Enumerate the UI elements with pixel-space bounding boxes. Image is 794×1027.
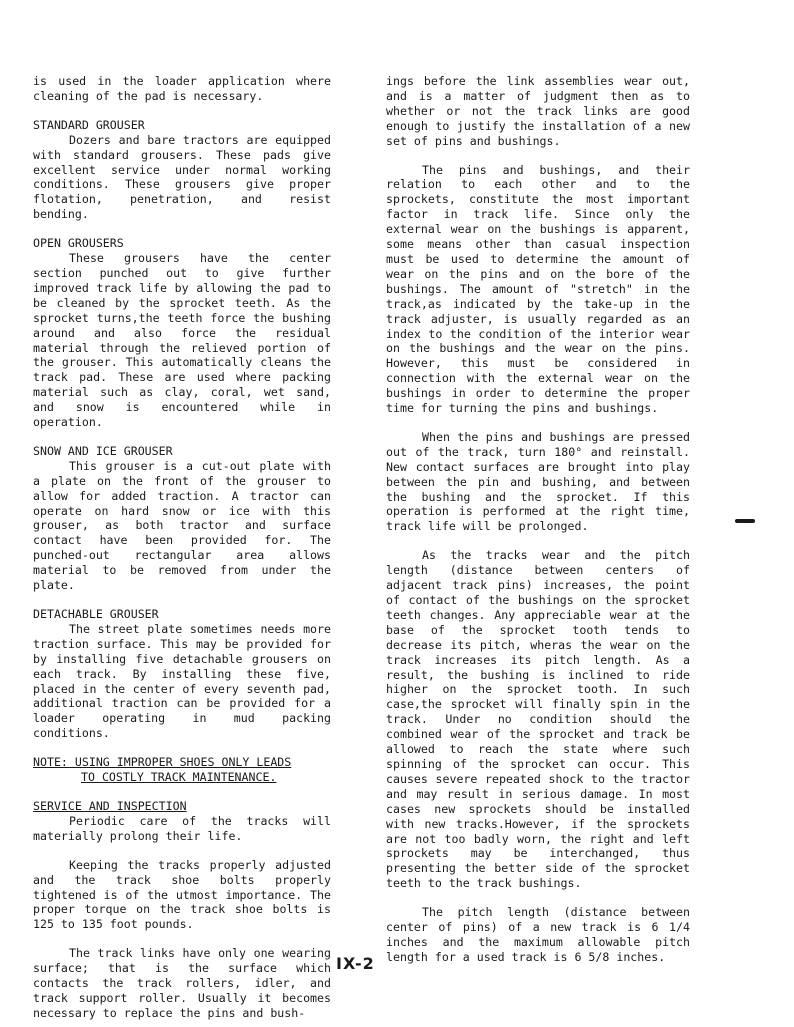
heading-detachable-grouser: DETACHABLE GROUSER (33, 607, 159, 621)
paragraph-open-grousers: These grousers have the center section punched out to give further improved track life by allowing the pad to be cleaned by the sprocket teeth. As the sprocket turns,the teeth force the bushing around and also force the residual material through the relieved portion of the grouser. This automatically cleans the track pad. These are used where packing material such as clay, coral, wet sand, and snow is encountered while in operation. (33, 251, 331, 430)
paragraph-service-inspection: Periodic care of the tracks will materially prolong their life. (33, 813, 331, 843)
section-detachable-grouser (33, 607, 331, 741)
paragraph-snow-ice-grouser: This grouser is a cut-out plate with a plate on the front of the grouser to allow for added traction. A tractor can operate on hard snow or ice with this grouser, as both tractor and surface contact have been provided for. The punched-out rectangular area allows material to be removed from under the plate. (33, 458, 331, 593)
paragraph-track-adjustment: Keeping the tracks properly adjusted and the track shoe bolts properly tightened is of the utmost importance. The proper torque on the track shoe bolts is 125 to 135 foot pounds. (33, 857, 331, 932)
paragraph-loader-application: is used in the loader application where cleaning of the pad is necessary. (33, 74, 331, 103)
paragraph-pitch-length: The pitch length (distance between center of pins) of a new track is 6 1/4 inches and the maximum allowable pitch length for a used track is 6 5/8 inches. (386, 905, 690, 964)
margin-dash-mark (735, 519, 755, 523)
right-column (386, 74, 690, 965)
paragraph-standard-grouser: Dozers and bare tractors are equipped with standard grousers. These pads give excellent service under normal working conditions. These grousers give proper flotation, penetration, and resist bending. (33, 132, 331, 222)
heading-standard-grouser: STANDARD GROUSER (33, 117, 145, 132)
note-line-2: TO COSTLY TRACK MAINTENANCE. (81, 770, 277, 785)
heading-snow-ice-grouser: SNOW AND ICE GROUSER (33, 443, 173, 458)
left-column (33, 74, 331, 1021)
paragraph-link-assemblies: ings before the link assemblies wear out, and is a matter of judgment then as to whether or not the track links are good enough to justify the installation of a new set of pins and bushings. (386, 74, 690, 148)
heading-open-grousers: OPEN GROUSERS (33, 236, 124, 251)
paragraph-pressed-out: When the pins and bushings are pressed out of the track, turn 180° and reinstall. New contact surfaces are brought into play between the pin and bushing, and between the bushing and the sprocket. If this operation is performed at the right time, track life will be prolonged. (386, 429, 690, 534)
section-standard-grouser (33, 118, 331, 222)
section-snow-ice-grouser (33, 444, 331, 593)
paragraph-detachable-grouser: The street plate sometimes needs more traction surface. This may be provided for by installing five detachable grousers on each track. By installing these five, placed in the center of every seventh pad, additional traction can be provided for a loader operating in mud packing conditions. (33, 621, 331, 741)
paragraph-track-links: The track links have only one wearing surface; that is the surface which contacts the track rollers, idler, and track support roller. Usually it becomes necessary to replace the pins and bush- (33, 946, 331, 1020)
paragraph-pins-bushings: The pins and bushings, and their relation to each other and to the sprockets, constitute the most important factor in track life. Since only the external wear on the bushings is apparent, some means other than casual inspection must be used to determine the amount of wear on the pins and on the bore of the bushings. The amount of "stretch" in the track,as indicated by the take-up in the track adjuster, is usually regarded as an index to the condition of the interior wear on the bushings and the wear on the pins. However, this must be considered in connection with the external wear on the bushings in order to determine the proper time for turning the pins and bushings. (386, 162, 690, 416)
paragraph-pitch-wear: As the tracks wear and the pitch length (distance between centers of adjacent track pins) increases, the point of contact of the bushings on the sprocket teeth changes. Any appreciable wear at the base of the sprocket tooth tends to decrease its pitch, wheras the wear on the track increases its pitch length. As a result, the bushing is inclined to ride higher on the sprocket tooth. In such case,the sprocket will finally spin in the track. Under no condition should the combined wear of the sprocket and track be allowed to reach the state where such spinning of the sprocket can occur. This causes severe repeated shock to the tractor and may result in serious damage. In most cases new sprockets should be installed with new tracks.However, if the sprockets are not too badly worn, the right and left sprockets may be interchanged, thus presenting the better side of the sprocket teeth to the track bushings. (386, 548, 690, 891)
note-line-1: NOTE: USING IMPROPER SHOES ONLY LEADS (33, 755, 292, 770)
note-improper-shoes (33, 755, 331, 785)
section-open-grousers (33, 236, 331, 430)
page-number: IX-2 (336, 954, 375, 973)
heading-service-inspection: SERVICE AND INSPECTION (33, 798, 187, 813)
section-service-inspection (33, 799, 331, 844)
